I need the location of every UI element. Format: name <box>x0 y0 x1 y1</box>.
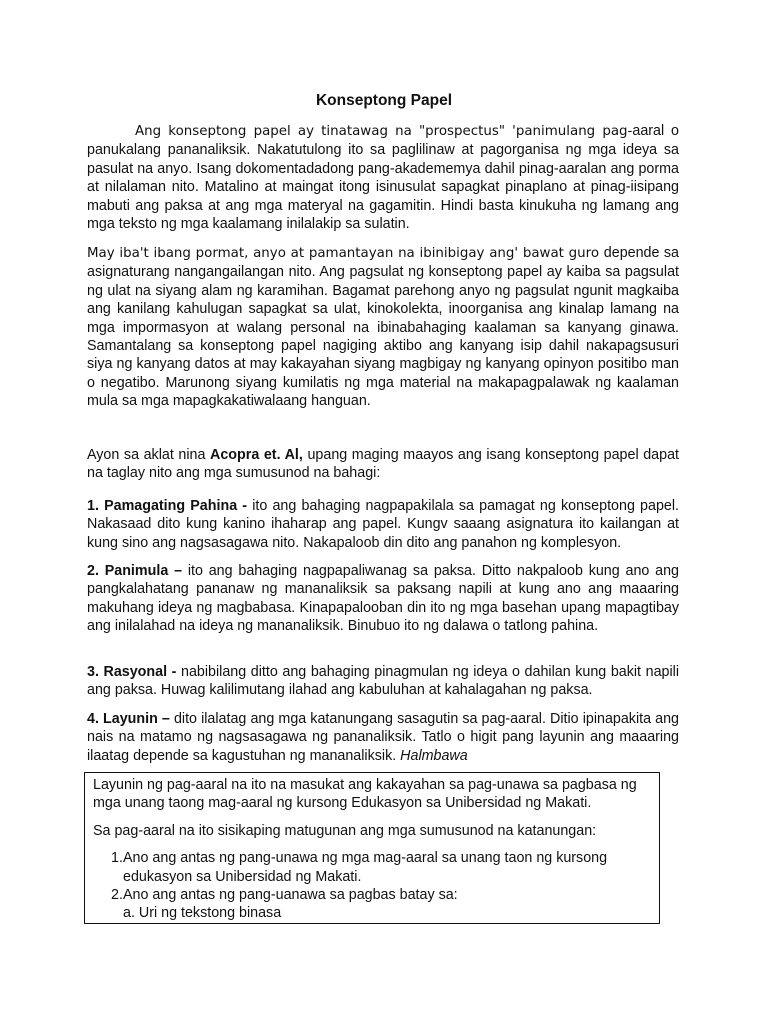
paragraph-acopra: Ayon sa aklat nina Acopra et. Al, upang maging maayos ang isang konseptong papel dapat na taglay nito ang mga sumusunod na bahagi: <box>87 447 680 482</box>
example-questions-intro: Sa pag-aaral na ito sisikaping matugunan ang mga sumusunod na katanungan: <box>93 822 597 839</box>
example-label: Halmbawa <box>400 747 468 764</box>
list-subitem: a. Uri ng tekstong binasa <box>123 905 282 922</box>
section-pamagating-pahina <box>87 497 679 552</box>
example-box <box>84 772 660 924</box>
section-text: ito ang bahaging nagpapakilala sa pamagat ng konseptong papel. Nakasaad dito kung kanino ihaharap ang papel. Kungv saaang asignatura ito kailangan at kung sino ang nagsasagawa nito. Nakapaloob din dito ang panahon ng komplesyon. <box>87 498 680 551</box>
section-heading: 4. Layunin – <box>87 711 174 727</box>
section-heading: 1. Pamagating Pahina - <box>87 498 253 514</box>
paragraph-formats-lead: May iba't ibang pormat, anyo at pamantayan na ibinibigay ang' bawat guro <box>87 246 604 261</box>
section-text: dito ilalatag ang mga katanungang sasagutin sa pag-aaral. Ditio ipinapakita ang nais na matamo ng nagsasagawa ng pananaliksik. Tatlo o higit pang layunin ang maaaring ilaatag depende sa kagustuhan ng mananaliksik. <box>87 711 679 764</box>
author-reference: Acopra et. Al, <box>210 447 303 463</box>
document-title: Konseptong Papel <box>315 92 453 109</box>
section-heading: 3. Rasyonal - <box>87 664 182 680</box>
section-text: ito ang bahaging nagpapaliwanag sa paksa. Ditto nakpaloob kung ano ang pangkalahatang pananaw ng mananaliksik sa paksang napili at kung ano ang maaaring makuhang ideya ng magbabasa. Kinapapalooban din ito ng mga basehan upang mapagtibay ang inilalahad na ideya ng mananaliksik. Binubuo ito ng dalawa o tatlong pahina. <box>87 563 680 635</box>
section-rasyonal <box>87 663 679 700</box>
list-item: 2. Ano ang antas ng pang-uanawa sa pagbas batay sa: a. Uri ng tekstong binasa <box>111 887 458 922</box>
paragraph-intro-rest: aaral o panukalang pananaliksik. Nakatutulong ito sa paglilinaw at pagorganisa ng mga ideya sa pasulat na anyo. Isang dokomentadadong pang-akadememya dahil pinag-aaralan ang porma at nilalaman nito. Matalino at maingat itong isinusulat sapagkat pinaplano at pinag-iisipang mabuti ang paksa at ang mga materyal na gagamitin. Hindi basta kinukuha ng lamang ang mga teksto ng mga kaalamang inilalakip sa sulatin. <box>87 123 679 233</box>
paragraph-formats-rest: depende sa asignaturang nangangailangan nito. Ang pagsulat ng konseptong papel ay kaiba sa pagsulat ng ulat na siyang alam ng karamihan. Bagamat parehong anyo ng pagsulat ngunit magkaiba ang kanilang kahulugan sapagkat sa ulat, kinokolekta, inoorganisa ang kinalap lamang na mga impormasyon at walang personal na ibinabahaging kaalaman sa kanyang ginawa. Samantalang sa konseptong papel nagiging aktibo ang kanyang isip dahil nakapagsusuri siya ng kanyang datos at may kakayahan siyang magbigay ng kanyang opinyon positibo man o negatibo. Marunong siyang kumilatis ng mga material na makapagpalawak ng kaalaman mula sa mga mapagkakatiwalaang hanguan. <box>87 245 680 410</box>
example-question-list <box>93 849 651 923</box>
section-panimula <box>87 562 679 636</box>
section-layunin <box>87 710 679 765</box>
section-text: nabibilang ditto ang bahaging pinagmulan ng ideya o dahilan kung bakit napili ang paksa. Huwag kalilimutang ilahad ang kabuluhan at kahalagahan ng paksa. <box>87 664 679 699</box>
example-objective: Layunin ng pag-aaral na ito na masukat ang kakayahan sa pag-unawa sa pagbasa ng mga unang taong mag-aaral ng kursong Edukasyon sa Unibersidad ng Makati. <box>93 777 637 812</box>
paragraph-intro-lead: Ang konseptong papel ay tinatawag na "prospectus" 'panimulang pag- <box>135 124 633 139</box>
paragraph-intro <box>87 122 679 233</box>
section-heading: 2. Panimula – <box>87 563 188 579</box>
list-item: 1. Ano ang antas ng pang-unawa ng mga mag-aaral sa unang taon ng kursong edukasyon sa Unibersidad ng Makati. <box>111 850 608 885</box>
paragraph-formats <box>87 244 679 411</box>
